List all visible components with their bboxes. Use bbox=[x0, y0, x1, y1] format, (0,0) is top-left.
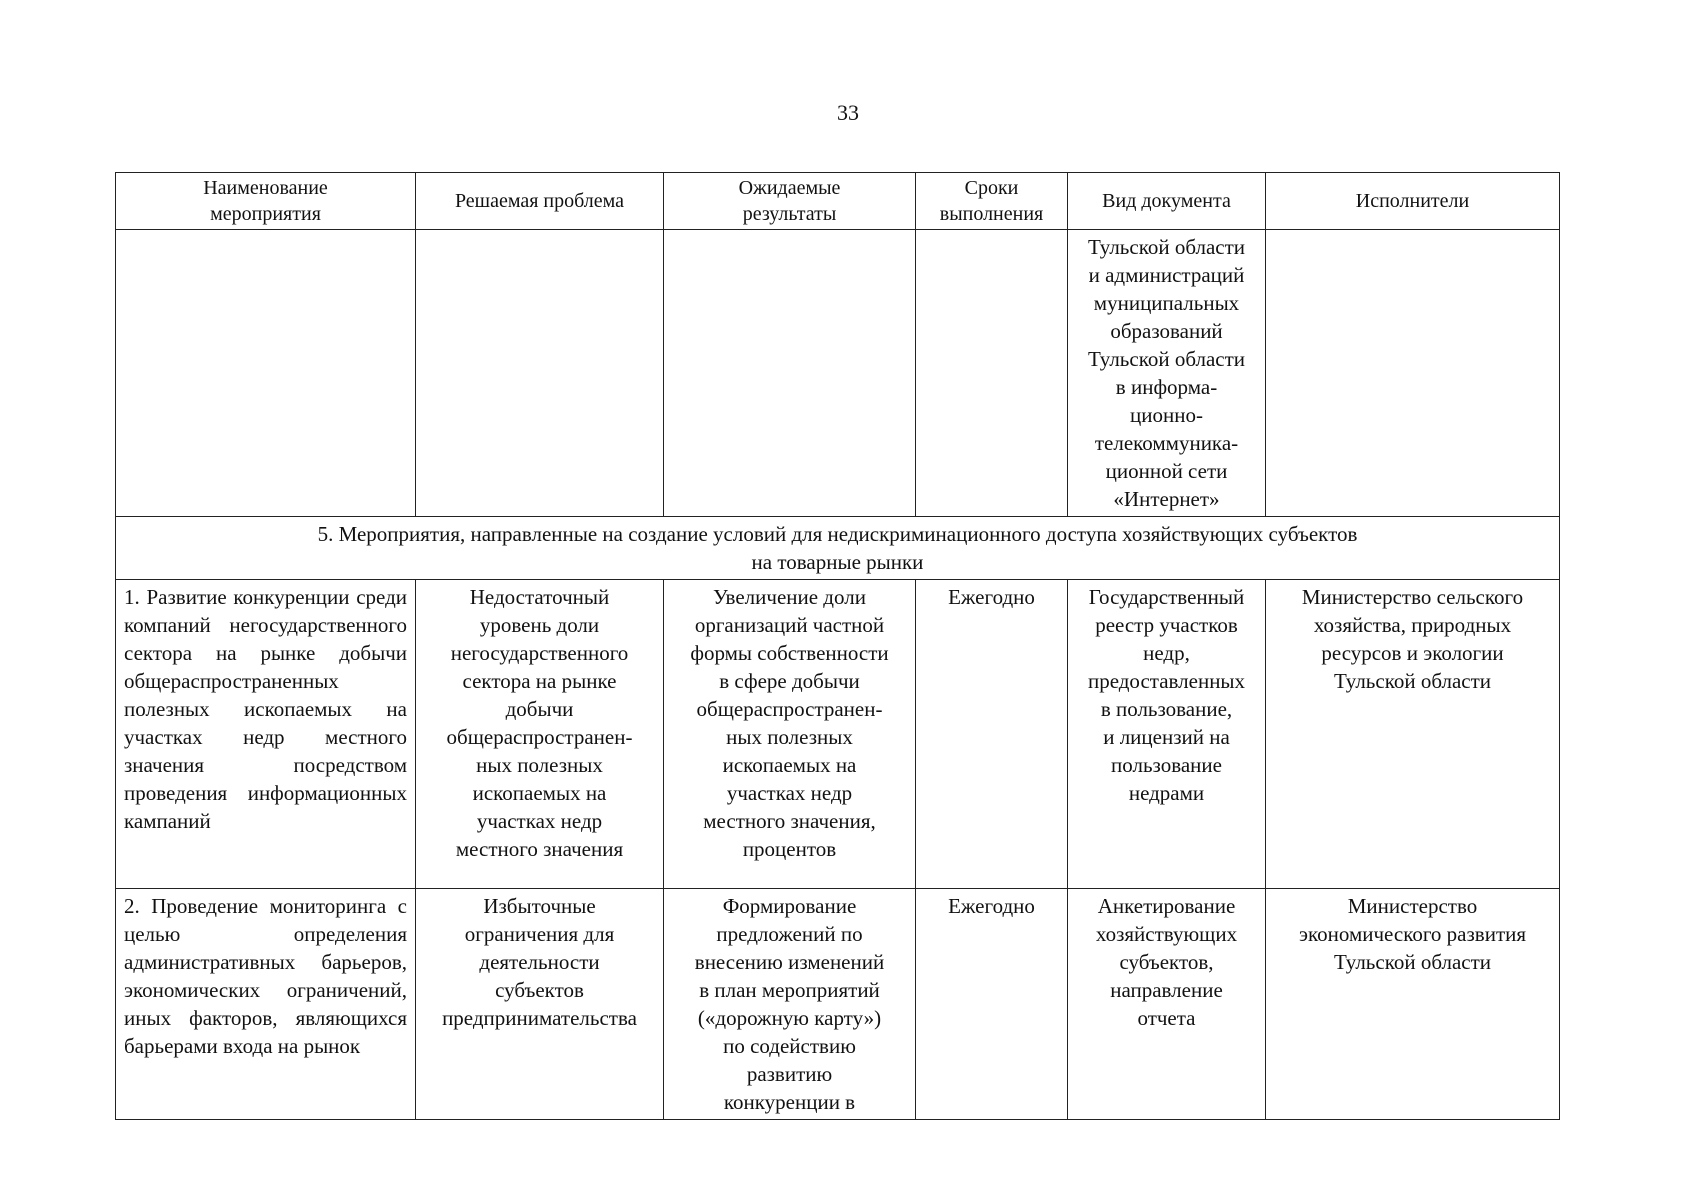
cell-document: Государственный реестр участков недр, предоставленных в пользование, и лицензий на пользование недрами bbox=[1068, 580, 1266, 889]
measures-table bbox=[115, 172, 1560, 1120]
cell-empty bbox=[416, 230, 664, 517]
cell-results: Увеличение доли организаций частной формы собственности в сфере добычи общераспространен- ных полезных ископаемых на участках недр местного значения, процентов bbox=[664, 580, 916, 889]
page-number: 33 bbox=[837, 100, 859, 125]
header-results: Ожидаемые результаты bbox=[664, 173, 916, 230]
cell-measure-name: 1. Развитие конкуренции среди компаний негосударственного сектора на рынке добычи общераспространенных полезных ископаемых на участках недр местного значения посредством проведения информационных кампаний bbox=[116, 580, 416, 889]
cell-document-type: Тульской области и администраций муниципальных образований Тульской области в информа- ционно- телекоммуника- ционной сети «Интернет» bbox=[1068, 230, 1266, 517]
cell-empty bbox=[1266, 230, 1560, 517]
cell-problem: Недостаточный уровень доли негосударственного сектора на рынке добычи общераспространен- ных полезных ископаемых на участках недр местного значения bbox=[416, 580, 664, 889]
table-row bbox=[116, 580, 1560, 889]
cell-problem: Избыточные ограничения для деятельности субъектов предпринимательства bbox=[416, 889, 664, 1120]
cell-executors: Министерство сельского хозяйства, природных ресурсов и экологии Тульской области bbox=[1266, 580, 1560, 889]
section-row bbox=[116, 517, 1560, 580]
header-problem: Решаемая проблема bbox=[416, 173, 664, 230]
cell-executors: Министерство экономического развития Тульской области bbox=[1266, 889, 1560, 1120]
cell-empty bbox=[916, 230, 1068, 517]
cell-deadline: Ежегодно bbox=[916, 889, 1068, 1120]
header-measure-name: Наименование мероприятия bbox=[116, 173, 416, 230]
table-row bbox=[116, 889, 1560, 1120]
header-executors: Исполнители bbox=[1266, 173, 1560, 230]
cell-empty bbox=[116, 230, 416, 517]
header-deadline: Сроки выполнения bbox=[916, 173, 1068, 230]
header-document-type: Вид документа bbox=[1068, 173, 1266, 230]
cell-measure-name: 2. Проведение мониторинга с целью определения административных барьеров, экономических ограничений, иных факторов, являющихся барьерами входа на рынок bbox=[116, 889, 416, 1120]
cell-results: Формирование предложений по внесению изменений в план мероприятий («дорожную карту») по содействию развитию конкуренции в bbox=[664, 889, 916, 1120]
cell-document: Анкетирование хозяйствующих субъектов, направление отчета bbox=[1068, 889, 1266, 1120]
cell-deadline: Ежегодно bbox=[916, 580, 1068, 889]
cell-empty bbox=[664, 230, 916, 517]
table-header-row bbox=[116, 173, 1560, 230]
section-title: 5. Мероприятия, направленные на создание условий для недискриминационного доступа хозяйствующих субъектов на товарные рынки bbox=[116, 517, 1560, 580]
table-row-continuation bbox=[116, 230, 1560, 517]
